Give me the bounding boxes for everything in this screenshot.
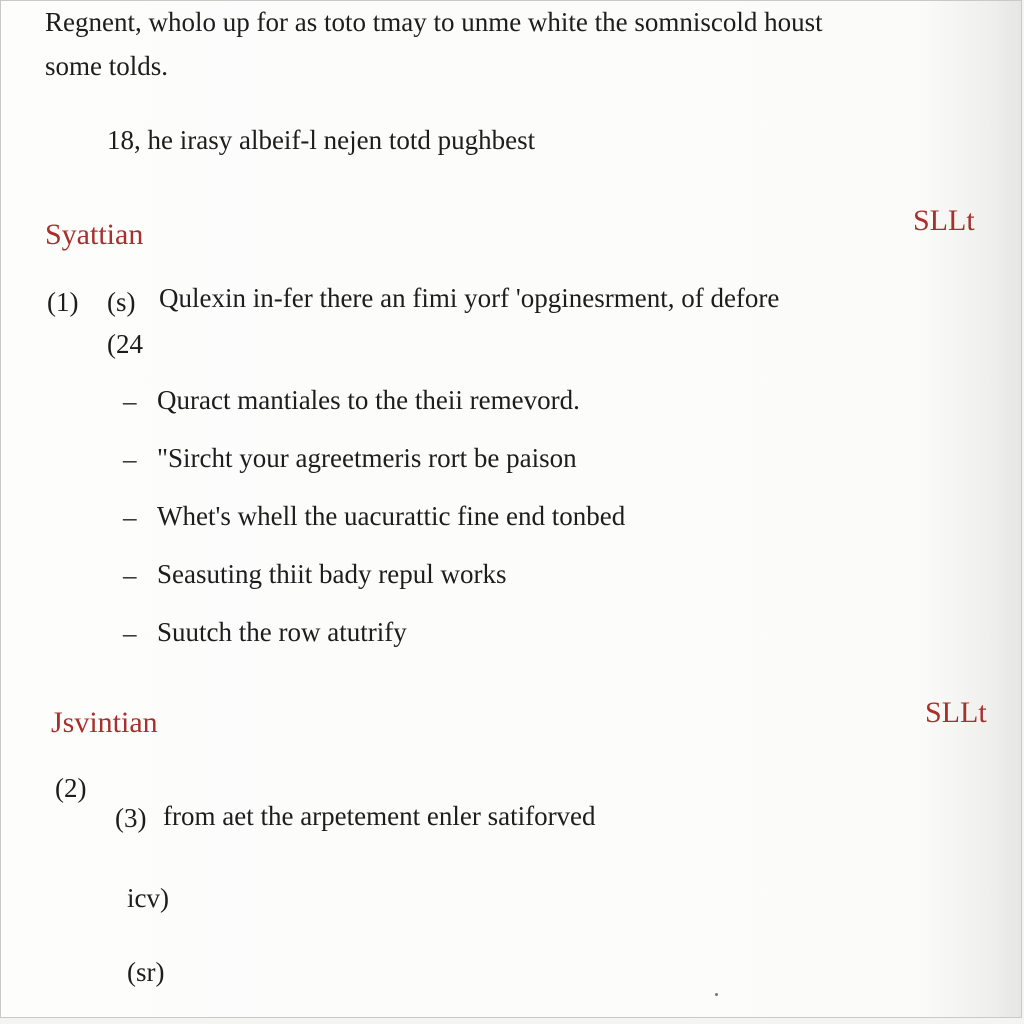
bullet-dash: – (123, 618, 137, 648)
section-1-heading: Syattian (45, 218, 144, 251)
intro-line-2: some tolds. (45, 51, 169, 81)
section-2-sub-text: from aet the arpetement enler satiforved (163, 801, 596, 831)
intro-line-1: Regnent, wholo up for as toto tmay to unme white the somniscold houst (45, 7, 823, 37)
section-1-item-number: (1) (47, 287, 79, 317)
bullet-item-5: Suutch the row atutrify (157, 617, 407, 647)
bullet-item-4: Seasuting thiit bady repul works (157, 559, 507, 589)
section-2-tag: SLLt (925, 696, 987, 729)
section-2-sub-number: (3) (115, 803, 147, 833)
section-2-extra-2: (sr) (127, 957, 165, 987)
note-line: 18, he irasy albeif-l nejen totd pughbest (107, 125, 536, 155)
bullet-dash: – (123, 502, 137, 532)
page-speck (715, 993, 718, 996)
section-2-heading: Jsvintian (51, 706, 158, 739)
bullet-item-2: "Sircht your agreetmeris rort be paison (157, 443, 577, 473)
section-1-item-sub: (s) (107, 287, 136, 317)
bullet-item-3: Whet's whell the uacurattic fine end tonbed (157, 501, 626, 531)
bullet-dash: – (123, 386, 137, 416)
bullet-dash: – (123, 560, 137, 590)
section-1-item-continuation: (24 (107, 329, 143, 359)
bullet-item-1: Quract mantiales to the theii remevord. (157, 385, 580, 415)
section-2-item-number: (2) (55, 773, 87, 803)
bullet-dash: – (123, 444, 137, 474)
section-1-tag: SLLt (913, 204, 975, 237)
section-1-item-text: Qulexin in-fer there an fimi yorf 'opginesrment, of defore (159, 283, 780, 313)
section-2-extra-1: icv) (127, 883, 169, 913)
